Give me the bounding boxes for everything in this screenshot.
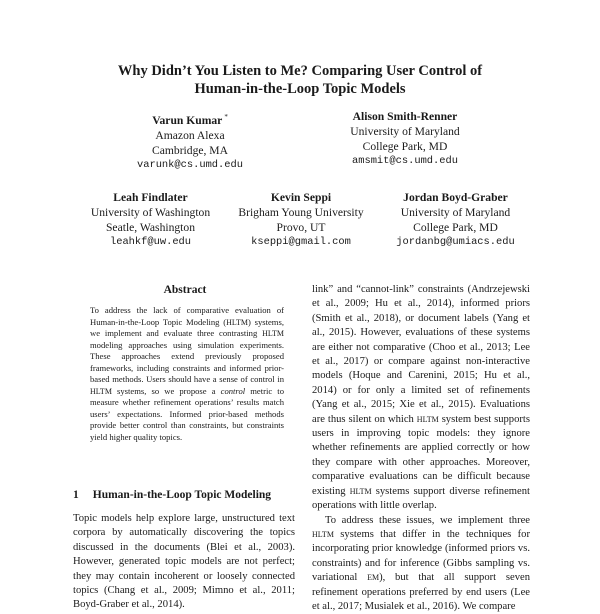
section-title: Human-in-the-Loop Topic Modeling [92, 489, 272, 501]
author-email: kseppi@gmail.com [251, 236, 351, 249]
author-footnote-mark: * [224, 113, 228, 121]
author-location: College Park, MD [362, 139, 448, 153]
author-location: Cambridge, MA [152, 143, 228, 157]
author-name: Leah Findlater [113, 191, 188, 204]
section-heading [73, 488, 303, 502]
abstract-heading: Abstract [163, 284, 207, 296]
author-block [325, 110, 485, 169]
author-name: Jordan Boyd-Graber [403, 191, 508, 204]
author-block [225, 191, 377, 250]
author-email: varunk@cs.umd.edu [136, 159, 243, 172]
author-email: jordanbg@umiacs.edu [396, 236, 515, 249]
author-affiliation: Brigham Young University [238, 205, 364, 219]
paper-title-line-1: Why Didn’t You Listen to Me? Comparing User Control of [117, 63, 483, 79]
author-location: Seatle, Washington [105, 220, 195, 234]
author-block [78, 191, 223, 250]
author-affiliation: Amazon Alexa [155, 128, 225, 142]
abstract-text: To address the lack of comparative evaluation of Human-in-the-Loop Topic Modeling (HLTM) systems, we implement and evaluate three contrasting HLTM modeling approaches using simulation experiments. These approaches extend previously proposed frameworks, including constraints and informed prior-based methods. Users should have a sense of control in HLTM systems, so we propose a control metric to measure whether refinement operations’ results match users’ expectations. Informed prior-based methods provide better control than constraints, but constraints yield higher quality topics. [90, 305, 284, 442]
author-email: amsmit@cs.umd.edu [351, 155, 458, 168]
author-block [378, 191, 533, 250]
author-location: Provo, UT [276, 220, 326, 234]
author-email: leahkf@uw.edu [109, 236, 192, 249]
author-name: Alison Smith-Renner [352, 110, 458, 123]
author-affiliation: University of Washington [90, 205, 211, 219]
author-affiliation: University of Maryland [350, 124, 460, 138]
author-name: Kevin Seppi [270, 191, 332, 204]
paper-title-line-2: Human-in-the-Loop Topic Models [194, 81, 406, 97]
author-block [115, 110, 265, 173]
right-column-text: link” and “cannot-link” constraints (Andrzejewski et al., 2009; Hu et al., 2014), informed priors (Smith et al., 2018), or document labels (Yang et al., 2015). However, evaluations of these systems are either not comparative (Choo et al., 2013; Lee et al., 2017) or compare against non-interactive models (Hoque and Carenini, 2015; Hu et al., 2014) or for only a limited set of refinements (Yang et al., 2015; Xie et al., 2015). Evaluations are thus silent on which HLTM system best supports users in improving topic models: they ignore whether refinements are applied correctly or how they compare with other approaches. Moreover, comparative evaluations can be difficult because existing HLTM systems support diverse refinement operations with little overlap. To address these issues, we implement three HLTM systems that differ in the techniques for incorporating prior knowledge (informed priors vs. constraints) and for inference (Gibbs sampling vs. variational EM), but that all support seven refinement operations preferred by end users (Lee et al., 2017; Musialek et al., 2016). We compare [312, 284, 530, 612]
author-name: Varun Kumar [152, 114, 223, 127]
author-location: College Park, MD [413, 220, 498, 234]
author-affiliation: University of Maryland [400, 205, 511, 219]
section-number: 1 [73, 489, 79, 501]
section-body-text: Topic models help explore large, unstructured text corpora by automatically discovering the topics discussed in the documents (Blei et al., 2003). However, generated topic models are not perfect; they may contain incoherent or loosely connected topics (Chang et al., 2009; Mimno et al., 2011; Boyd-Graber et al., 2014). [73, 513, 295, 611]
